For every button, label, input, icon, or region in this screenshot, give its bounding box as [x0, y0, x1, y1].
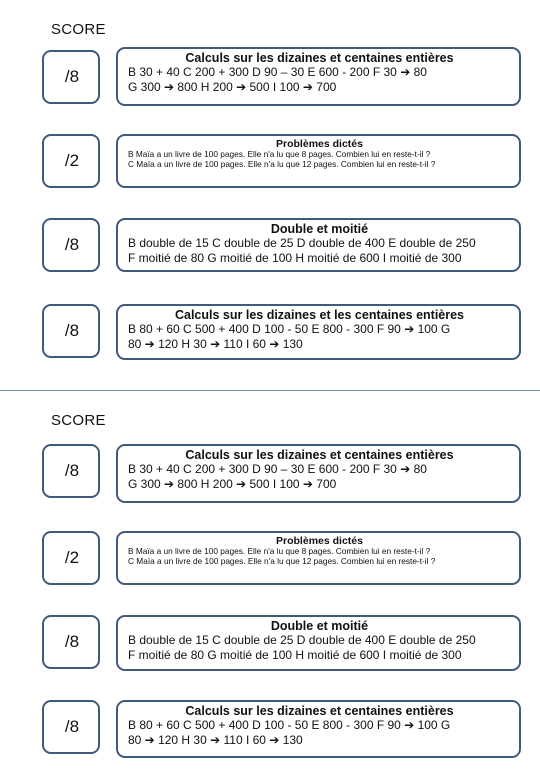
exercise-line: B double de 15 C double de 25 D double de 400 E double de 250 — [128, 633, 476, 648]
score-box: /8 — [42, 304, 100, 358]
exercise-card-calculs-1 — [116, 444, 521, 503]
score-box: /8 — [42, 218, 100, 272]
exercise-title: Calculs sur les dizaines et centaines entières — [185, 448, 454, 462]
exercise-title: Calculs sur les dizaines et les centaines entières — [174, 308, 465, 322]
exercise-title: Double et moitié — [270, 222, 369, 236]
score-box: /8 — [42, 444, 100, 498]
exercise-line: F moitié de 80 G moitié de 100 H moitié de 600 I moitié de 300 — [128, 647, 462, 662]
exercise-card-double-moitie — [116, 615, 521, 671]
exercise-title: Problèmes dictés — [276, 138, 363, 150]
section-2-title: SCORE — [51, 412, 106, 429]
exercise-line: G 300 ➔ 800 H 200 ➔ 500 I 100 ➔ 700 — [128, 476, 337, 491]
section-1-title: SCORE — [51, 21, 106, 38]
exercise-line: B Maïa a un livre de 100 pages. Elle n'a lu que 8 pages. Combien lui en reste-t-il ? — [128, 150, 431, 160]
exercise-line: B 80 + 60 C 500 + 400 D 100 - 50 E 800 - 300 F 90 ➔ 100 G — [128, 322, 451, 337]
score-box: /8 — [42, 700, 100, 754]
exercise-title: Calculs sur les dizaines et centaines entières — [185, 704, 454, 718]
score-box: /8 — [42, 615, 100, 669]
score-box: /2 — [42, 531, 100, 585]
score-box: /8 — [42, 50, 100, 104]
exercise-title: Calculs sur les dizaines et centaines entières — [185, 51, 454, 65]
exercise-line: B 30 + 40 C 200 + 300 D 90 – 30 E 600 - 200 F 30 ➔ 80 — [128, 65, 427, 80]
exercise-line: B double de 15 C double de 25 D double de 400 E double de 250 — [128, 236, 476, 251]
exercise-line: G 300 ➔ 800 H 200 ➔ 500 I 100 ➔ 700 — [128, 79, 337, 94]
exercise-line: F moitié de 80 G moitié de 100 H moitié de 600 I moitié de 300 — [128, 250, 462, 265]
exercise-line: B 80 + 60 C 500 + 400 D 100 - 50 E 800 - 300 F 90 ➔ 100 G — [128, 718, 451, 733]
exercise-line: B Maïa a un livre de 100 pages. Elle n'a lu que 8 pages. Combien lui en reste-t-il ? — [128, 547, 431, 557]
exercise-card-problemes — [116, 134, 521, 188]
exercise-line: 80 ➔ 120 H 30 ➔ 110 I 60 ➔ 130 — [128, 336, 303, 351]
exercise-title: Problèmes dictés — [276, 535, 363, 547]
exercise-line: B 30 + 40 C 200 + 300 D 90 – 30 E 600 - 200 F 30 ➔ 80 — [128, 462, 427, 477]
exercise-title: Double et moitié — [270, 619, 369, 633]
exercise-card-calculs-1 — [116, 47, 521, 106]
score-box: /2 — [42, 134, 100, 188]
exercise-line: C Maïa a un livre de 100 pages. Elle n'a lu que 12 pages. Combien lui en reste-t-il ? — [128, 557, 436, 567]
exercise-line: 80 ➔ 120 H 30 ➔ 110 I 60 ➔ 130 — [128, 732, 303, 747]
exercise-line: C Maïa a un livre de 100 pages. Elle n'a lu que 12 pages. Combien lui en reste-t-il ? — [128, 160, 436, 170]
exercise-card-problemes — [116, 531, 521, 585]
exercise-card-calculs-2 — [116, 304, 521, 360]
exercise-card-double-moitie — [116, 218, 521, 272]
section-divider — [0, 390, 540, 391]
exercise-card-calculs-2 — [116, 700, 521, 758]
